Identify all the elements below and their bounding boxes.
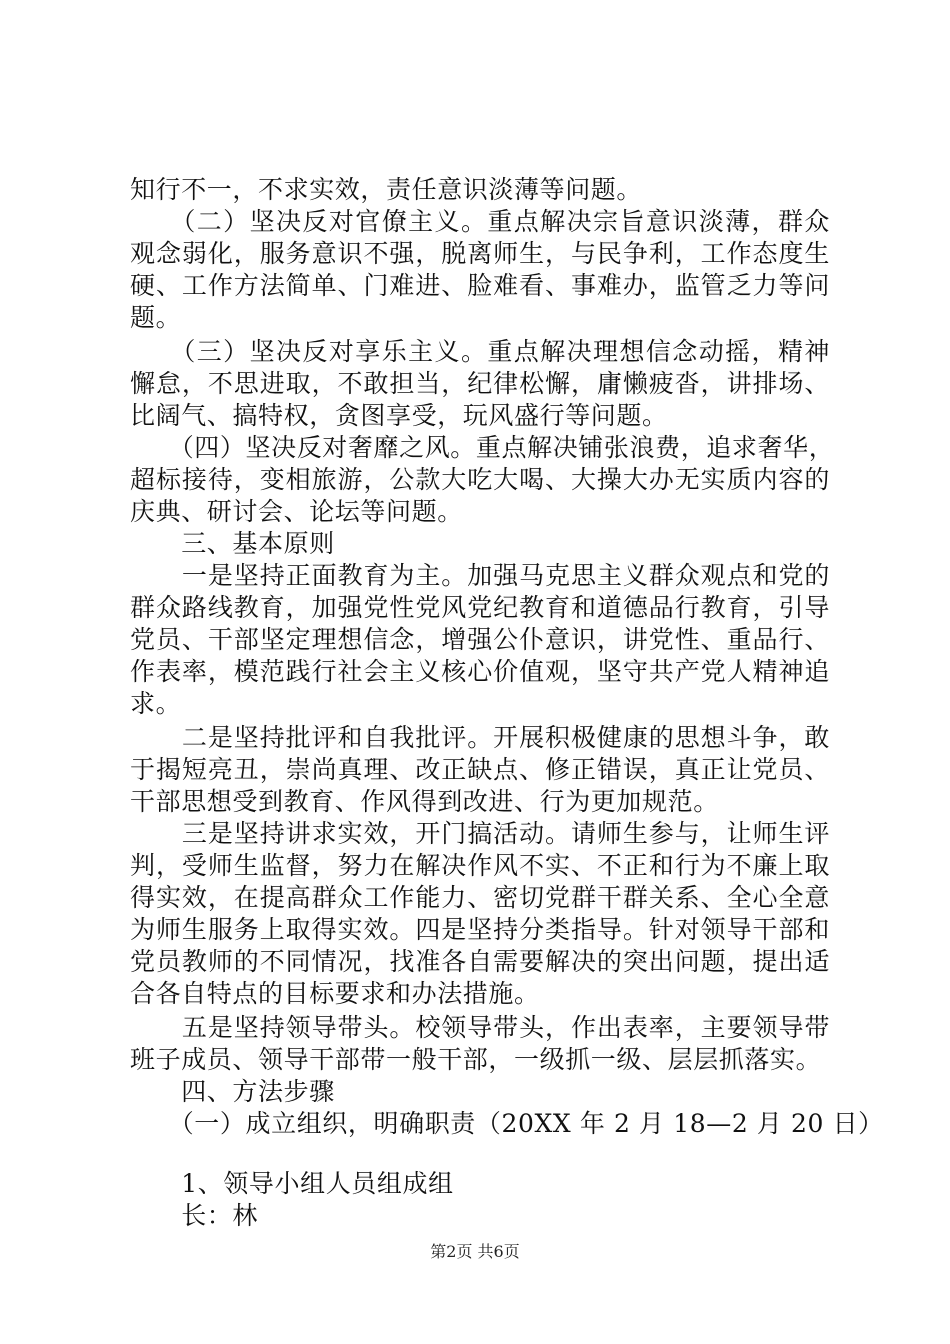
body-line-21: 三是坚持讲求实效，开门搞活动。请师生参与，让师生评 [130,819,830,848]
body-line-15: 党员、干部坚定理想信念，增强公仆意识，讲党性、重品行、 [130,625,830,654]
body-line-28: 班子成员、领导干部带一般干部，一级抓一级、层层抓落实。 [130,1045,822,1074]
body-line-20: 干部思想受到教育、作风得到改进、行为更加规范。 [130,787,719,816]
body-line-08: 比阔气、搞特权，贪图享受，玩风盛行等问题。 [130,401,668,430]
body-line-17: 求。 [130,689,182,718]
body-line-32: 长：林 [130,1201,259,1230]
body-line-19: 于揭短亮丑，崇尚真理、改正缺点、修正错误，真正让党员、 [130,755,830,784]
body-line-09: （四）坚决反对奢靡之风。重点解决铺张浪费，追求奢华， [130,433,835,462]
body-line-14: 群众路线教育，加强党性党风党纪教育和道德品行教育，引导 [130,593,830,622]
body-line-07: 懈怠，不思进取，不敢担当，纪律松懈，庸懒疲沓，讲排场、 [130,369,830,398]
section-heading-methods: 四、方法步骤 [130,1077,335,1106]
body-line-26: 合各自特点的目标要求和办法措施。 [130,979,540,1008]
subsection-heading-organization: （一）成立组织，明确职责（20XX 年 2 月 18—2 月 20 日） [130,1109,884,1138]
body-line-24: 为师生服务上取得实效。四是坚持分类指导。针对领导干部和 [130,915,830,944]
body-line-23: 得实效，在提高群众工作能力、密切党群干群关系、全心全意 [130,883,830,912]
body-line-22: 判，受师生监督，努力在解决作风不实、不正和行为不廉上取 [130,851,830,880]
body-line-11: 庆典、研讨会、论坛等问题。 [130,497,463,526]
body-line-27: 五是坚持领导带头。校领导带头，作出表率，主要领导带 [130,1013,830,1042]
body-line-04: 硬、工作方法简单、门难进、脸难看、事难办，监管乏力等问 [130,271,830,300]
section-heading-principles: 三、基本原则 [130,529,335,558]
body-line-05: 题。 [130,303,182,332]
page-footer: 第2页 共6页 [430,1242,520,1261]
body-line-02: （二）坚决反对官僚主义。重点解决宗旨意识淡薄，群众 [130,207,830,236]
body-line-03: 观念弱化，服务意识不强，脱离师生，与民争利，工作态度生 [130,239,830,268]
body-line-06: （三）坚决反对享乐主义。重点解决理想信念动摇，精神 [130,337,830,366]
body-line-18: 二是坚持批评和自我批评。开展积极健康的思想斗争，敢 [130,723,830,752]
body-line-01: 知行不一，不求实效，责任意识淡薄等问题。 [130,175,643,204]
body-line-16: 作表率，模范践行社会主义核心价值观，坚守共产党人精神追 [130,657,830,686]
body-line-25: 党员教师的不同情况，找准各自需要解决的突出问题，提出适 [130,947,830,976]
body-line-13: 一是坚持正面教育为主。加强马克思主义群众观点和党的 [130,561,830,590]
body-line-10: 超标接待，变相旅游，公款大吃大喝、大操大办无实质内容的 [130,465,830,494]
body-line-31: 1、领导小组人员组成组 [130,1169,454,1198]
